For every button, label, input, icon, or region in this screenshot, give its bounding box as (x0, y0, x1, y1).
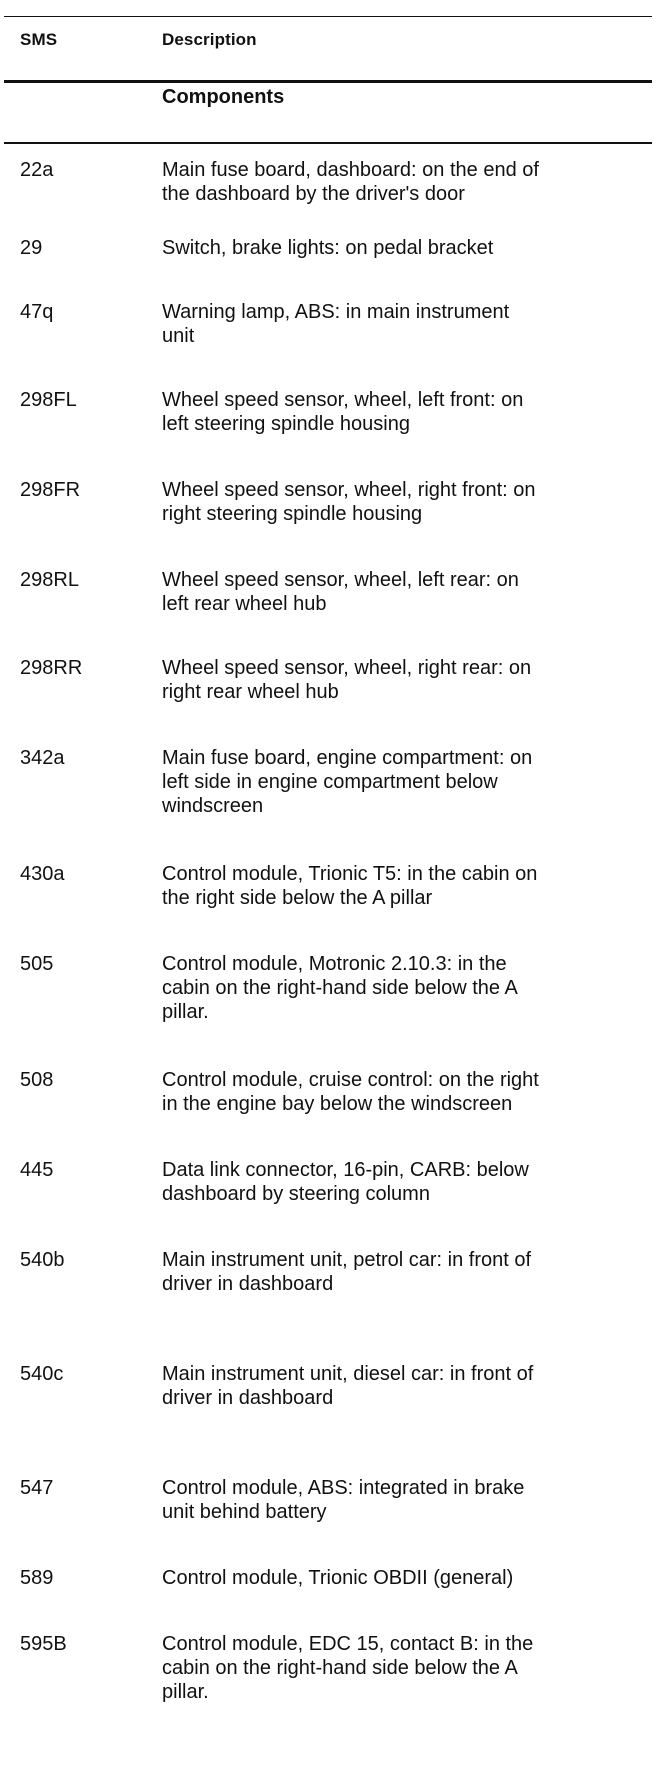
sms-code: 29 (20, 237, 43, 259)
column-header-sms: SMS (20, 30, 58, 49)
component-description: Data link connector, 16-pin, CARB: below dashboard by steering column (162, 1159, 529, 1205)
sms-code: 505 (20, 953, 54, 975)
sms-code: 508 (20, 1069, 54, 1091)
sms-code: 540b (20, 1249, 65, 1271)
component-description: Main fuse board, engine compartment: on left side in engine compartment below windscreen (162, 747, 533, 817)
component-description: Main fuse board, dashboard: on the end of the dashboard by the driver's door (162, 159, 539, 205)
sms-code: 589 (20, 1567, 54, 1589)
column-header-description: Description (162, 30, 257, 49)
component-description: Control module, EDC 15, contact B: in the cabin on the right-hand side below the A pillar. (162, 1633, 534, 1703)
section-divider (4, 142, 652, 144)
sms-code: 298RR (20, 657, 83, 679)
sms-code: 547 (20, 1477, 54, 1499)
component-description: Control module, Trionic T5: in the cabin on the right side below the A pillar (162, 863, 538, 909)
component-description: Control module, ABS: integrated in brake unit behind battery (162, 1477, 525, 1523)
component-description: Switch, brake lights: on pedal bracket (162, 237, 494, 259)
sms-code: 22a (20, 159, 54, 181)
sms-code: 595B (20, 1633, 67, 1655)
component-description: Wheel speed sensor, wheel, left rear: on left rear wheel hub (162, 569, 519, 615)
component-description: Control module, cruise control: on the right in the engine bay below the windscreen (162, 1069, 539, 1115)
component-description: Wheel speed sensor, wheel, right rear: on right rear wheel hub (162, 657, 532, 703)
header-divider (4, 80, 652, 83)
sms-code: 298FR (20, 479, 81, 501)
component-description: Control module, Trionic OBDII (general) (162, 1567, 514, 1589)
sms-code: 47q (20, 301, 54, 323)
sms-code: 342a (20, 747, 65, 769)
sms-code: 445 (20, 1159, 54, 1181)
component-description: Wheel speed sensor, wheel, right front: on right steering spindle housing (162, 479, 536, 525)
component-description: Warning lamp, ABS: in main instrument unit (162, 301, 510, 347)
component-description: Wheel speed sensor, wheel, left front: on left steering spindle housing (162, 389, 524, 435)
sms-code: 430a (20, 863, 65, 885)
sms-code: 298RL (20, 569, 79, 591)
sms-code: 298FL (20, 389, 77, 411)
component-description: Control module, Motronic 2.10.3: in the cabin on the right-hand side below the A pillar. (162, 953, 518, 1023)
section-title-components: Components (162, 86, 285, 108)
top-rule (4, 16, 652, 17)
component-description: Main instrument unit, diesel car: in front of driver in dashboard (162, 1363, 534, 1409)
component-description: Main instrument unit, petrol car: in front of driver in dashboard (162, 1249, 532, 1295)
sms-code: 540c (20, 1363, 64, 1385)
